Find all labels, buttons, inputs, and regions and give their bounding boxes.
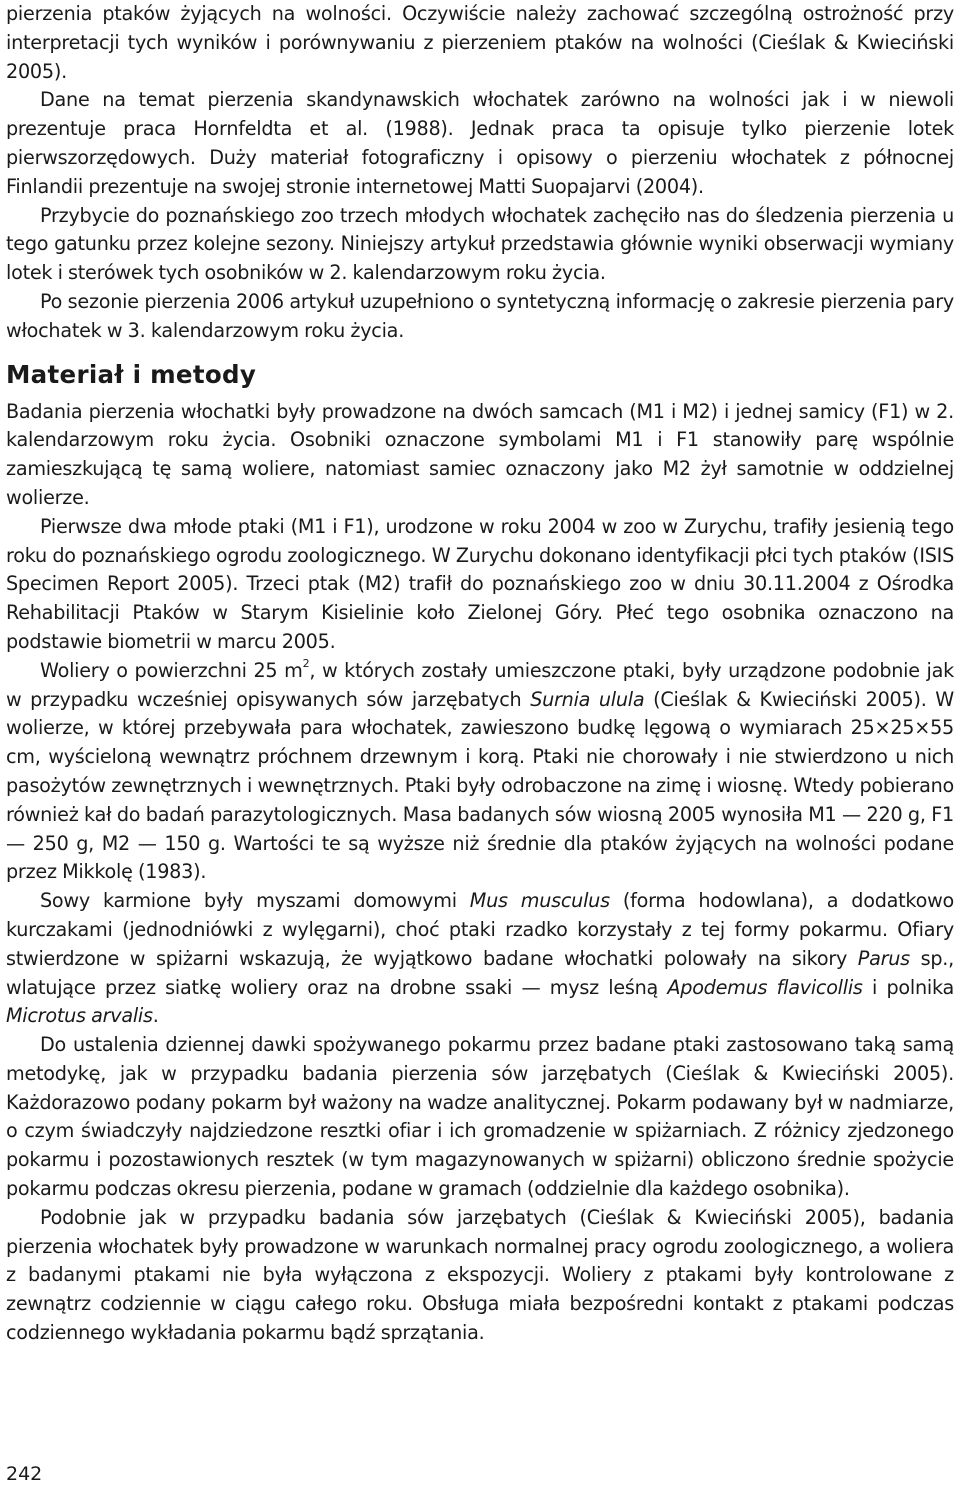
methods-paragraph-2: Pierwsze dwa młode ptaki (M1 i F1), urodzone w roku 2004 w zoo w Zurychu, trafiły jesienią tego roku do poznańskiego ogrodu zoologicznego. W Zurychu dokonano identyfikacji płci tych ptaków (ISIS Specimen Report 2005). Trzeci ptak (M2) trafił do poznańskiego zoo w dniu 30.11.2004 z Ośrodka Rehabilitacji Ptaków w Starym Kisielinie koło Zielonej Góry. Płeć tego osobnika oznaczono na podstawie biometrii w marcu 2005.: [6, 514, 954, 653]
methods-paragraph-3: [6, 657, 954, 887]
section-heading: Materiał i metody: [6, 359, 257, 389]
intro-paragraph-1: pierzenia ptaków żyjących na wolności. Oczywiście należy zachować szczególną ostrożność przy interpretacji tych wyników i porównywaniu z pierzeniem ptaków na wolności (Cieślak & Kwieciński 2005).: [6, 2, 954, 83]
methods-paragraph-6: Podobnie jak w przypadku badania sów jarzębatych (Cieślak & Kwieciński 2005), badania pierzenia włochatek były prowadzone w warunkach normalnej pracy ogrodu zoologicznego, a woliera z badanymi ptakami nie była wyłączona z ekspozycji. Woliery z ptakami były kontrolowane z zewnątrz codziennie w ciągu całego roku. Obsługa miała bezpośredni kontakt z ptakami podczas codziennego wykładania pokarmu bądź sprzątania.: [6, 1205, 954, 1345]
intro-paragraph-3: Przybycie do poznańskiego zoo trzech młodych włochatek zachęciło nas do śledzenia pierzenia u tego gatunku przez kolejne sezony. Niniejszy artykuł przedstawia głównie wyniki obserwacji wymiany lotek i sterówek tych osobników w 2. kalendarzowym roku życia.: [6, 203, 954, 285]
methods-paragraph-4: [6, 887, 954, 1031]
methods-p4-text-b: (forma hodowlana), a dodatkowo kurczakami (jednodniówki z wylęgarni), choć ptaki rzadko korzystały z tej formy pokarmu. Ofiary stwierdzone w spiżarni wskazują, że wyjątkowo badane włochatki polowały na sikory: [6, 889, 955, 970]
superscript-2: 2: [302, 657, 310, 671]
methods-p3-text-c: (Cieślak & Kwieciński 2005). W wolierze, w której przebywała para włochatek, zawieszono budkę lęgową o wymiarach 25×25×55 cm, wyścieloną wewnątrz próchnem drzewnym i korą. Ptaki nie chorowały i nie stwierdzono u nich pasożytów zewnętrznych i wewnętrznych. Ptaki były odrobaczone na zimę i wiosnę. Wtedy pobierano również kał do badań parazytologicznych. Masa badanych sów wiosną 2005 wynosiła M1 — 220 g, F1 — 250 g, M2 — 150 g. Wartości te są wyższe niż średnie dla ptaków żyjących na wolności podane przez Mikkolę (1983).: [6, 687, 954, 884]
methods-p4-text-c: sp., wlatujące przez siatkę woliery oraz na drobne ssaki — mysz leśną: [6, 946, 955, 999]
methods-p4-text-a: Sowy karmione były myszami domowymi: [40, 889, 470, 913]
document-page: [6, 0, 954, 1348]
methods-p4-text-e: .: [152, 1004, 159, 1028]
methods-p4-text-d: i polnika: [862, 975, 954, 999]
methods-paragraph-5: Do ustalenia dziennej dawki spożywanego pokarmu przez badane ptaki zastosowano taką samą metodykę, jak w przypadku badania pierzenia sów jarzębatych (Cieślak & Kwieciński 2005). Każdorazowo podany pokarm był ważony na wadze analitycznej. Pokarm podawany był w nadmiarze, o czym świadczyły najdziedzone resztki ofiar i ich gromadzenie w spiżarniach. Z różnicy zjedzonego pokarmu i pozostawionych resztek (w tym magazynowanych w spiżarni) obliczono średnie spożycie pokarmu podczas okresu pierzenia, podane w gramach (oddzielnie dla każdego osobnika).: [6, 1033, 954, 1201]
methods-paragraph-1: Badania pierzenia włochatki były prowadzone na dwóch samcach (M1 i M2) i jednej samicy (F1) w 2. kalendarzowym roku życia. Osobniki oznaczone symbolami M1 i F1 stanowiły parę wspólnie zamieszkującą tę samą woliere, natomiast samiec oznaczony jako M2 żył samotnie w oddzielnej wolierze.: [6, 399, 954, 509]
species-name-microtus: Microtus arvalis: [6, 1004, 153, 1028]
species-name-surnia: Surnia ulula: [530, 687, 645, 711]
intro-paragraph-2: Dane na temat pierzenia skandynawskich włochatek zarówno na wolności jak i w niewoli prezentuje praca Hornfeldta et al. (1988). Jednak praca ta opisuje tylko pierzenie lotek pierwszorzędowych. Duży materiał fotograficzny i opisowy o pierzeniu włochatek z północnej Finlandii prezentuje na swojej stronie internetowej Matti Suopajarvi (2004).: [6, 88, 954, 198]
species-name-apodemus: Apodemus flavicollis: [667, 975, 863, 999]
species-name-mus: Mus musculus: [469, 889, 610, 913]
methods-p3-text-a: Woliery o powierzchni 25 m: [40, 658, 303, 682]
intro-paragraph-4: Po sezonie pierzenia 2006 artykuł uzupełniono o syntetyczną informację o zakresie pierzenia pary włochatek w 3. kalendarzowym roku życia.: [6, 289, 954, 342]
methods-p3-text-b: , w których zostały umieszczone ptaki, były urządzone podobnie jak w przypadku wcześniej opisywanych sów jarzębatych: [6, 658, 955, 711]
page-number: 242: [6, 1463, 43, 1485]
species-name-parus: Parus: [857, 946, 910, 970]
